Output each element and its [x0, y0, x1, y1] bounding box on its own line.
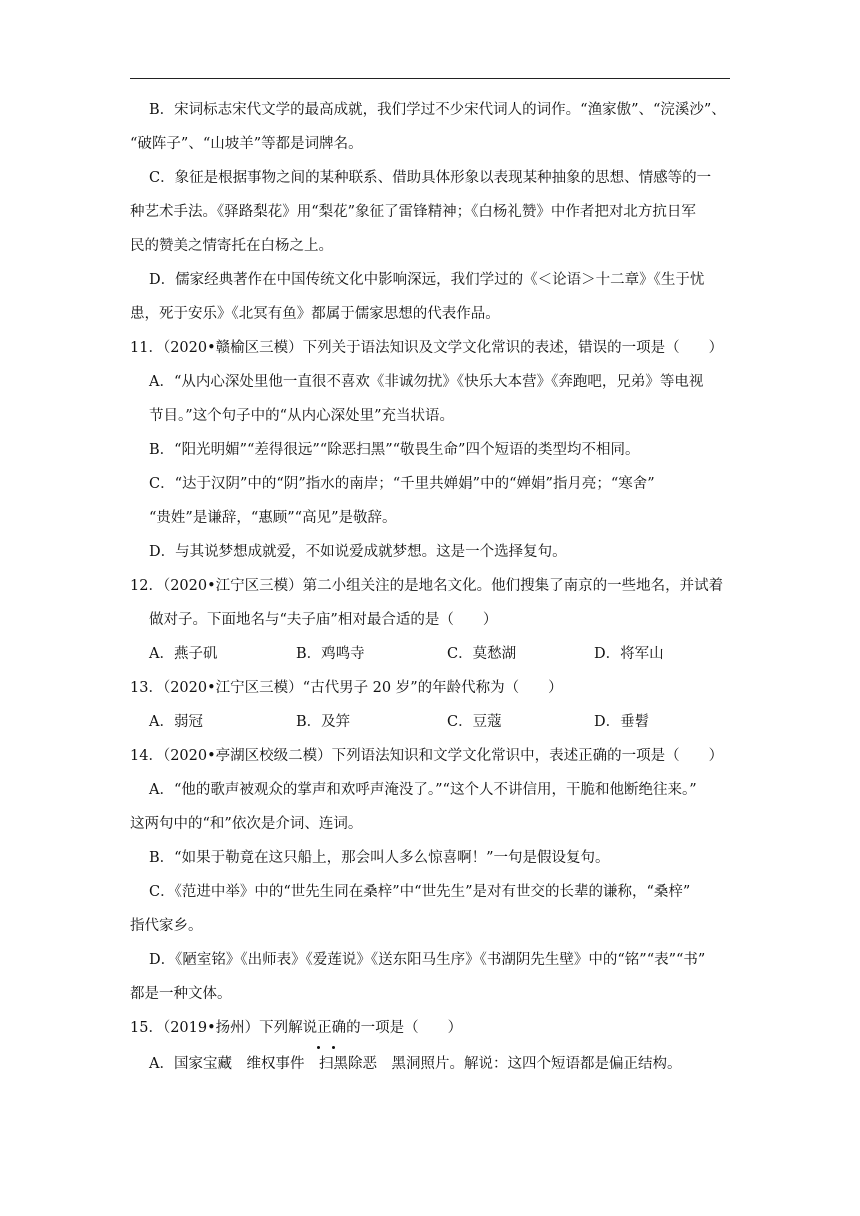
text-line: C．象征是根据事物之间的某种联系、借助具体形象以表现某种抽象的思想、情感等的一 [149, 170, 712, 186]
header-rule [130, 78, 730, 79]
text-line: B．宋词标志宋代文学的最高成就，我们学过不少宋代词人的词作。“渔家傲”、“浣溪沙”、 [149, 102, 726, 118]
answer-option: C．豆蔻 [447, 714, 502, 730]
text-line: A．国家宝藏 维权事件 扫黑除恶 黑洞照片。解说：这四个短语都是偏正结构。 [149, 1056, 682, 1072]
answer-option: C．莫愁湖 [447, 646, 517, 662]
text-line: “贵姓”是谦辞，“惠顾”“高见”是敬辞。 [149, 510, 397, 526]
text-line: 都是一种文体。 [130, 986, 232, 1002]
answer-option: D．垂髫 [594, 714, 650, 730]
text-line: 民的赞美之情寄托在白杨之上。 [130, 238, 333, 254]
text-line: B．“阳光明媚”“差得很远”“除恶扫黑”“敬畏生命”四个短语的类型均不相同。 [149, 442, 640, 458]
text-line: 11．（2020•赣榆区三模）下列关于语法知识及文学文化常识的表述，错误的一项是（ ） [130, 340, 724, 356]
text-line: 指代家乡。 [130, 918, 203, 934]
text-line: D．儒家经典著作在中国传统文化中影响深远，我们学过的《＜论语＞十二章》《生于忧 [149, 272, 705, 288]
text-line: D．《陋室铭》《出师表》《爱莲说》《送东阳马生序》《书湖阴先生壁》中的“铭”“表”“书” [149, 952, 706, 968]
text-line: A．“从内心深处里他一直很不喜欢《非诚勿扰》《快乐大本营》《奔跑吧，兄弟》等电视 [149, 374, 704, 390]
emphasis-dot [317, 1046, 320, 1049]
text-line: 做对子。下面地名与“夫子庙”相对最合适的是（ ） [149, 612, 498, 628]
text-line: B．“如果于勒竟在这只船上，那会叫人多么惊喜啊！”一句是假设复句。 [149, 850, 610, 866]
text-line: 14．（2020•亭湖区校级二模）下列语法知识和文学文化常识中，表述正确的一项是（ ） [130, 748, 724, 764]
text-line: 这两句中的“和”依次是介词、连词。 [130, 816, 363, 832]
text-line: 节目。”这个句子中的“从内心深处里”充当状语。 [149, 408, 454, 424]
answer-option: B．鸡鸣寺 [296, 646, 365, 662]
answer-option: B．及笄 [296, 714, 351, 730]
text-line: C．《范进中举》中的“世先生同在桑梓”中“世先生”是对有世交的长辈的谦称，“桑梓” [149, 884, 691, 900]
text-line: 15．（2019•扬州）下列解说正确的一项是（ ） [130, 1020, 463, 1036]
text-line: “破阵子”、“山坡羊”等都是词牌名。 [130, 136, 363, 152]
answer-option: D．将军山 [594, 646, 664, 662]
text-line: 12．（2020•江宁区三模）第二小组关注的是地名文化。他们搜集了南京的一些地名，并试着 [130, 578, 724, 594]
text-line: D．与其说梦想成就爱，不如说爱成就梦想。这是一个选择复句。 [149, 544, 567, 560]
answer-option: A．弱冠 [149, 714, 203, 730]
text-line: 13．（2020•江宁区三模）“古代男子 20 岁”的年龄代称为（ ） [130, 680, 563, 696]
text-line: 患，死于安乐》《北冥有鱼》都属于儒家思想的代表作品。 [130, 306, 500, 322]
text-line: C．“达于汉阴”中的“阴”指水的南岸；“千里共婵娟”中的“婵娟”指月亮；“寒舍” [149, 476, 655, 492]
emphasis-dot [332, 1046, 335, 1049]
answer-option: A．燕子矶 [149, 646, 218, 662]
text-line: 种艺术手法。《驿路梨花》用“梨花”象征了雷锋精神；《白杨礼赞》中作者把对北方抗日军 [130, 204, 696, 220]
text-line: A．“他的歌声被观众的掌声和欢呼声淹没了。”“这个人不讲信用，干脆和他断绝往来。” [149, 782, 697, 798]
